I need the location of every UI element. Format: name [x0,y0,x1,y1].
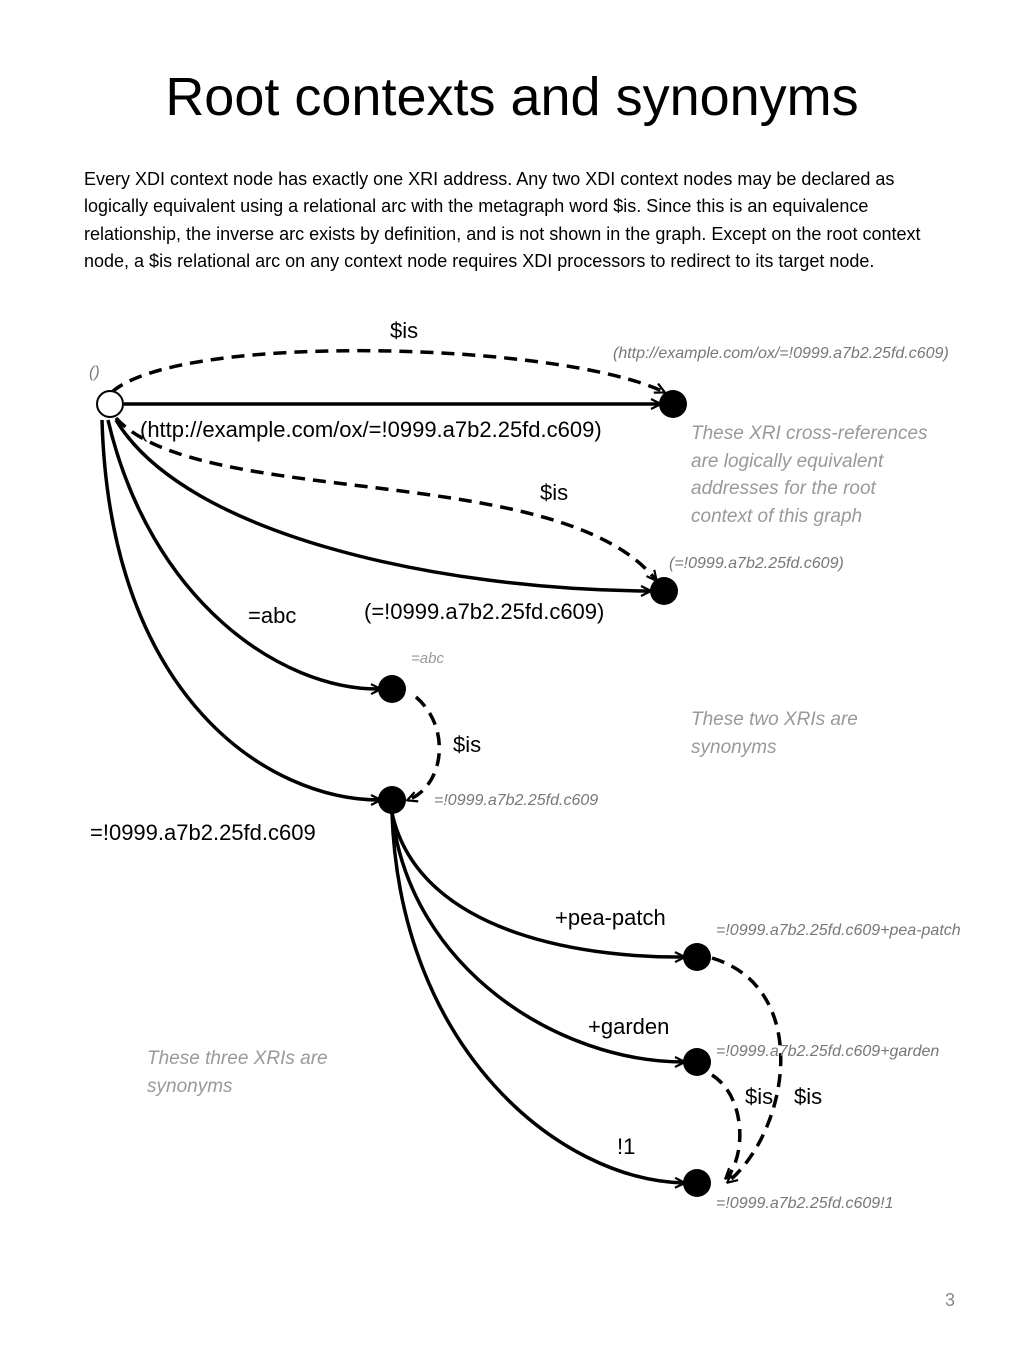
is-arc-mid-label: $is [540,480,569,505]
pea-patch-node [683,943,711,971]
slide-title: Root contexts and synonyms [165,67,859,127]
garden-node [683,1048,711,1076]
http-xref-node-label: (http://example.com/ox/=!0999.a7b2.25fd.c609) [613,345,949,362]
http-xref-arc-label: (http://example.com/ox/=!0999.a7b2.25fd.c609) [140,417,602,442]
is-arc-pea-patch-to-one [712,958,781,1182]
inum-arc-label: =!0999.a7b2.25fd.c609 [90,820,316,845]
two-synonyms-note: These two XRIs are synonyms [691,709,858,758]
pea-patch-arc-label: +pea-patch [555,905,666,930]
inum-xref-node-label: (=!0999.a7b2.25fd.c609) [669,555,844,572]
arc-inum-to-pea-patch [392,813,684,957]
inum-node-label: =!0999.a7b2.25fd.c609 [434,792,599,809]
one-node-label: =!0999.a7b2.25fd.c609!1 [716,1195,894,1212]
arc-root-to-inum [102,420,380,800]
garden-node-label: =!0999.a7b2.25fd.c609+garden [716,1043,940,1060]
is-abc-arc-label: $is [453,732,482,757]
is-arc-garden-to-one [712,1075,740,1178]
root-node [97,391,123,417]
inum-xref-node [650,577,678,605]
is-garden-arc-label: $is [745,1084,774,1109]
is-arc-top-label: $is [390,318,419,343]
intro-paragraph: Every XDI context node has exactly one XRI address. Any two XDI context nodes may be declared as logically equivalent using a relational arc with the metagraph word $is. Since this is an equivalence relationship, the inverse arc exists by definition, and is not shown in the graph. Except on the root context node, a $is relational arc on any context node requires XDI processors to redirect to its target node. [84,169,921,271]
http-xref-node [659,390,687,418]
root-node-label: () [89,364,100,381]
abc-node [378,675,406,703]
page-number: 3 [944,1290,955,1310]
garden-arc-label: +garden [588,1014,670,1039]
inum-node [378,786,406,814]
three-synonyms-note: These three XRIs are synonyms [147,1048,328,1097]
inum-xref-arc-label: (=!0999.a7b2.25fd.c609) [364,599,605,624]
is-arc-abc-to-inum [408,697,439,800]
abc-arc-label: =abc [248,603,297,628]
one-node [683,1169,711,1197]
arc-root-to-inum-xref [116,420,650,591]
is-arc-root-to-inum-xref [116,418,656,580]
is-pea-patch-arc-label: $is [794,1084,823,1109]
is-arc-root-to-http-xref [112,351,664,392]
arc-inum-to-one [392,813,684,1183]
one-arc-label: !1 [617,1134,636,1159]
abc-node-label: =abc [411,650,444,667]
cross-references-note: These XRI cross-references are logically equivalent addresses for the root context of this graph [691,423,928,527]
pea-patch-node-label: =!0999.a7b2.25fd.c609+pea-patch [716,922,961,939]
